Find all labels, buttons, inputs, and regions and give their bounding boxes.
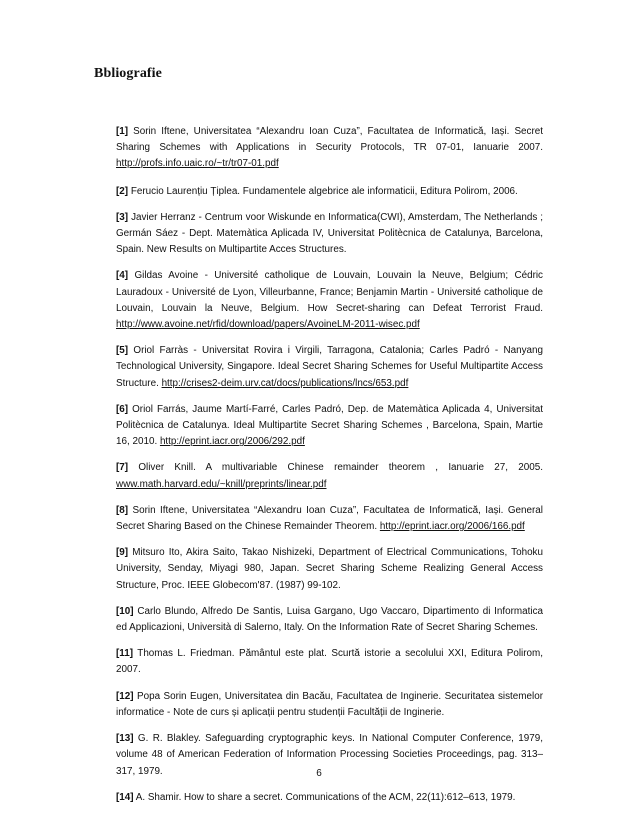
- reference-number: [2]: [116, 185, 129, 197]
- reference-number: [13]: [116, 733, 134, 745]
- bibliography-list: [116, 124, 543, 806]
- reference-link[interactable]: www.math.harvard.edu/~knill/preprints/linear.pdf: [116, 478, 327, 490]
- reference-link[interactable]: http://eprint.iacr.org/2006/292.pdf: [159, 436, 305, 448]
- bibliography-entry: [116, 604, 543, 636]
- reference-link[interactable]: http://crises2-deim.urv.cat/docs/publications/lncs/653.pdf: [161, 377, 409, 389]
- reference-text: Sorin Iftene, Universitatea “Alexandru Ioan Cuza”, Facultatea de Informatică, Iași. Secret Sharing Schemes with Applications in Security Protocols, TR 07-01, Ianuarie 2007.: [116, 126, 543, 154]
- bibliography-entry: [116, 545, 543, 594]
- bibliography-entry: [116, 460, 543, 492]
- reference-number: [11]: [116, 648, 134, 660]
- reference-text: Ferucio Laurențiu Țiplea. Fundamentele algebrice ale informaticii, Editura Polirom, 2006.: [128, 185, 518, 197]
- reference-link[interactable]: http://eprint.iacr.org/2006/166.pdf: [379, 521, 525, 533]
- reference-number: [5]: [116, 345, 129, 357]
- bibliography-entry: [116, 790, 543, 806]
- bibliography-entry: [116, 343, 543, 392]
- reference-number: [10]: [116, 605, 134, 617]
- reference-text: Oriol Farrás, Jaume Martí-Farré, Carles Padró, Dep. de Matemàtica Aplicada 4, Universitat Politècnica de Catalunya. Ideal Multipartite Secret Sharing Schemes , Barcelona, Spain, Martie 16, 2010.: [116, 403, 543, 448]
- bibliography-entry: [116, 503, 543, 535]
- reference-link[interactable]: http://profs.info.uaic.ro/~tr/tr07-01.pdf: [116, 158, 279, 170]
- reference-text: Oriol Farràs - Universitat Rovira i Virgili, Tarragona, Catalonia; Carles Padró - Nanyang Technological University, Singapore. Ideal Secret Sharing Schemes for Useful Multipartite Access Structure.: [116, 345, 543, 389]
- bibliography-entry: [116, 689, 543, 721]
- reference-link[interactable]: http://www.avoine.net/rfid/download/papers/AvoineLM-2011-wisec.pdf: [116, 319, 420, 331]
- reference-text: Carlo Blundo, Alfredo De Santis, Luisa Gargano, Ugo Vaccaro, Dipartimento di Informatica ed Applicazioni, Università di Salerno, Italy. On the Information Rate of Secret Sharing Schemes.: [116, 605, 543, 634]
- reference-number: [3]: [116, 211, 129, 223]
- reference-number: [1]: [116, 126, 129, 137]
- bibliography-entry: [116, 268, 543, 333]
- reference-number: [9]: [116, 547, 129, 559]
- reference-text: Oliver Knill. A multivariable Chinese remainder theorem , Ianuarie 27, 2005.: [128, 462, 543, 474]
- page-number: 6: [316, 768, 322, 779]
- reference-text: Thomas L. Friedman. Pământul este plat. Scurtă istorie a secolului XXI, Editura Polirom, 2007.: [116, 648, 543, 676]
- reference-text: Gildas Avoine - Université catholique de Louvain, Louvain la Neuve, Belgium; Cédric Lauradoux - Université de Lyon, Villeurbanne, France; Benjamin Martin - Université catholique de Louvain, Louvain la Neuve, Belgium. How Secret-sharing can Defeat Terrorist Fraud.: [116, 270, 543, 314]
- bibliography-entry: [116, 124, 543, 173]
- reference-text: Popa Sorin Eugen, Universitatea din Bacău, Facultatea de Inginerie. Securitatea sistemelor informatice - Note de curs și aplicații pentru studenții Facultății de Inginerie.: [116, 690, 543, 718]
- reference-text: Javier Herranz - Centrum voor Wiskunde en Informatica(CWI), Amsterdam, The Netherlands ; Germán Sáez - Dept. Matemàtica Aplicada IV, Universitat Politècnica de Catalunya, Barcelona, Spain. New Results on Multipartite Acces Structures.: [116, 211, 543, 256]
- reference-number: [14]: [116, 791, 134, 803]
- reference-number: [6]: [116, 403, 129, 415]
- reference-number: [12]: [116, 690, 134, 702]
- reference-text: Sorin Iftene, Universitatea “Alexandru Ioan Cuza”, Facultatea de Informatică, Iași. General Secret Sharing Based on the Chinese Remainder Theorem.: [116, 504, 543, 533]
- reference-number: [8]: [116, 504, 129, 516]
- reference-text: G. R. Blakley. Safeguarding cryptographic keys. In National Computer Conference, 1979, volume 48 of American Federation of Information Processing Societies Proceedings, pag. 313–317, 1979.: [116, 733, 543, 777]
- reference-number: [7]: [116, 462, 129, 474]
- bibliography-entry: [116, 402, 543, 451]
- bibliography-entry: [116, 646, 543, 678]
- reference-text: A. Shamir. How to share a secret. Communications of the ACM, 22(11):612–613, 1979.: [133, 791, 516, 803]
- reference-number: [4]: [116, 270, 129, 282]
- reference-text: Mitsuro Ito, Akira Saito, Takao Nishizeki, Department of Electrical Communications, Tohoku University, Senday, Miyagi 980, Japan. Secret Sharing Scheme Realizing General Access Structure, Proc. IEEE Globecom'87. (1987) 99-102.: [116, 547, 543, 591]
- page-title: Bbliografie: [94, 66, 162, 81]
- bibliography-entry: [116, 184, 543, 200]
- bibliography-entry: [116, 210, 543, 259]
